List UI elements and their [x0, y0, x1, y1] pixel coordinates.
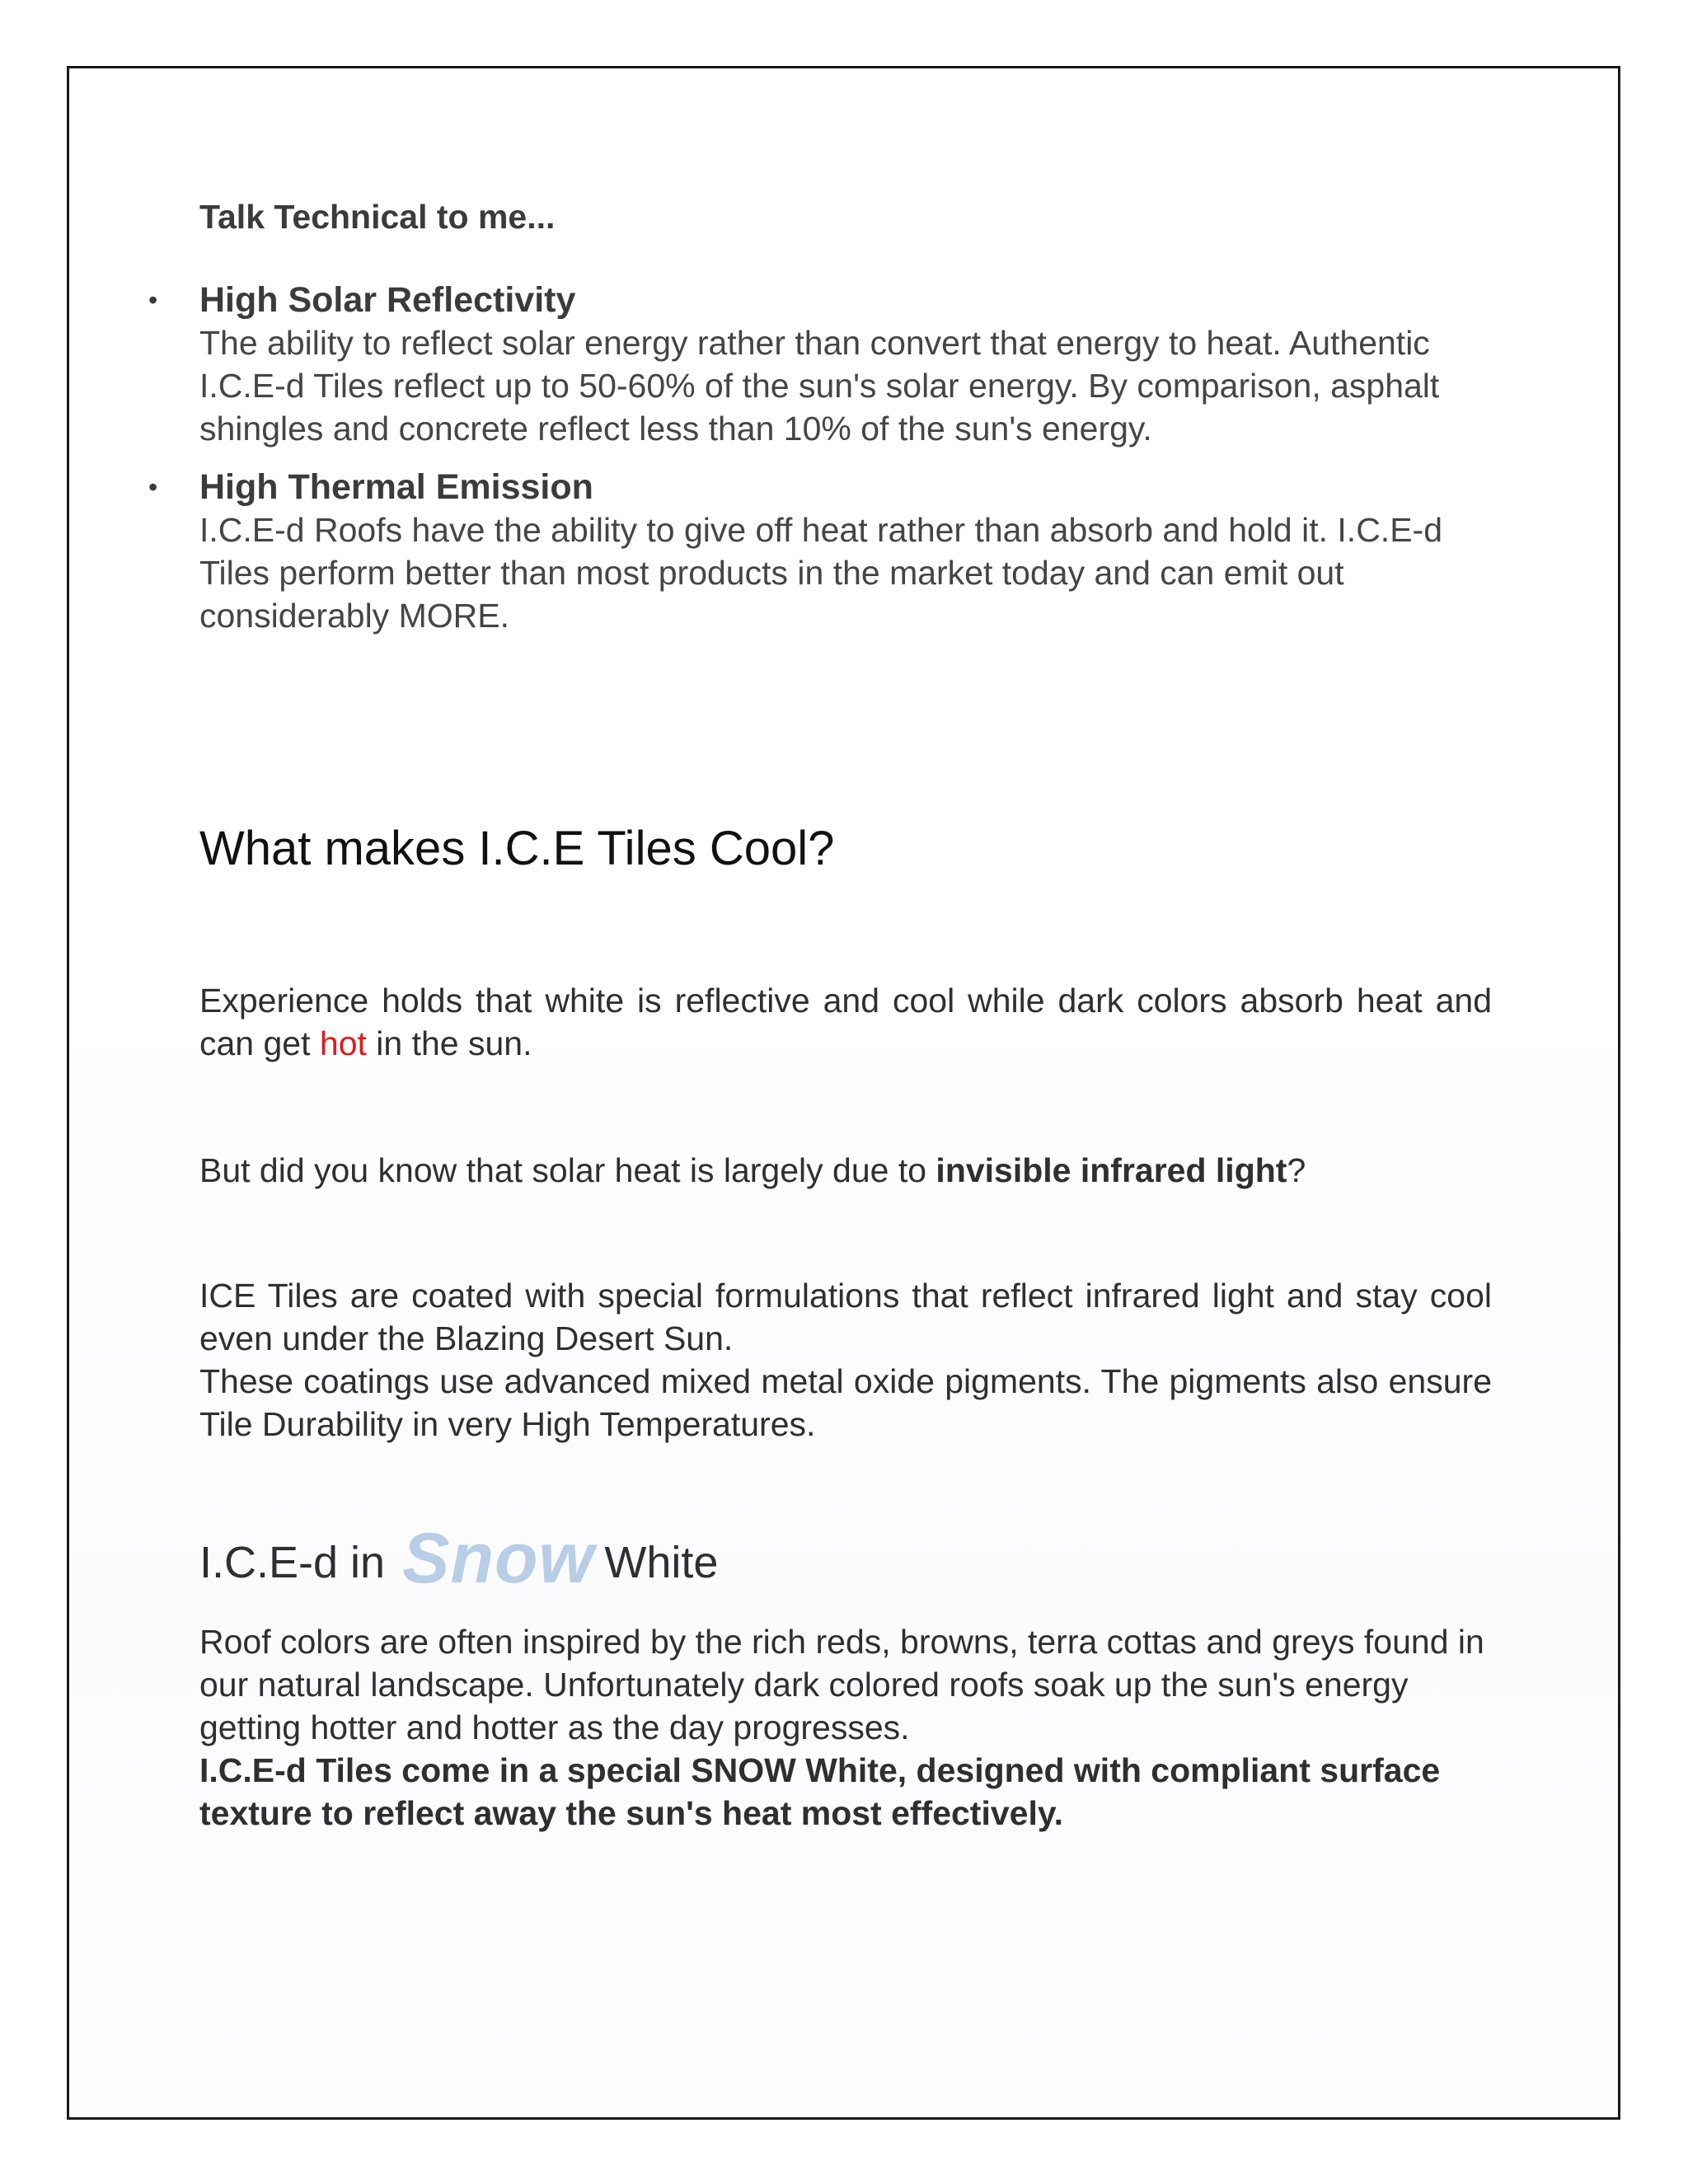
hot-word: hot — [319, 1024, 367, 1062]
list-item — [148, 279, 1492, 450]
heading-suffix: White — [604, 1538, 719, 1587]
paragraph-text: ? — [1287, 1151, 1306, 1189]
bullet-title: High Solar Reflectivity — [199, 280, 576, 320]
infrared-question — [199, 1149, 1492, 1192]
bullet-title: High Thermal Emission — [199, 467, 593, 507]
snow-paragraph — [199, 1620, 1492, 1835]
bullet-icon: • — [148, 472, 158, 502]
snow-word: Snow — [402, 1519, 595, 1598]
bullet-body: I.C.E-d Roofs have the ability to give off heat rather than absorb and hold it. I.C.E-d Tiles perform better than most products in the market today and can emit out considerably MORE. — [199, 511, 1442, 635]
snow-heading — [199, 1518, 718, 1600]
list-item — [148, 466, 1492, 637]
paragraph-text: ICE Tiles are coated with special formulations that reflect infrared light and stay cool even under the Blazing Desert Sun. — [199, 1277, 1492, 1357]
paragraph-text: Roof colors are often inspired by the rich reds, browns, terra cottas and greys found in our natural landscape. Unfortunately dark colored roofs soak up the sun's energy getting hotter and hotter as the day progresses. — [199, 1623, 1484, 1746]
snow-emphasis: I.C.E-d Tiles come in a special SNOW White, designed with compliant surface texture to reflect away the sun's heat most effectively. — [199, 1751, 1441, 1832]
experience-paragraph — [199, 979, 1492, 1065]
technical-bullet-list — [148, 279, 1492, 653]
paragraph-text: But did you know that solar heat is largely due to — [199, 1151, 936, 1189]
section-label: Talk Technical to me... — [199, 198, 556, 236]
cool-heading: What makes I.C.E Tiles Cool? — [199, 822, 835, 875]
coating-paragraph — [199, 1274, 1492, 1446]
bullet-icon: • — [148, 285, 158, 315]
paragraph-text: These coatings use advanced mixed metal oxide pigments. The pigments also ensure Tile Durability in very High Temperatures. — [199, 1362, 1492, 1443]
bullet-body: The ability to reflect solar energy rather than convert that energy to heat. Authentic I.C.E-d Tiles reflect up to 50-60% of the sun's solar energy. By comparison, asphalt shingles and concrete reflect less than 10% of the sun's energy. — [199, 324, 1440, 448]
paragraph-text: Experience holds that white is reflective and cool while dark colors absorb heat and can get — [199, 982, 1492, 1062]
heading-prefix: I.C.E-d in — [199, 1538, 386, 1587]
paragraph-text: in the sun. — [366, 1024, 532, 1062]
infrared-emphasis: invisible infrared light — [935, 1151, 1287, 1189]
